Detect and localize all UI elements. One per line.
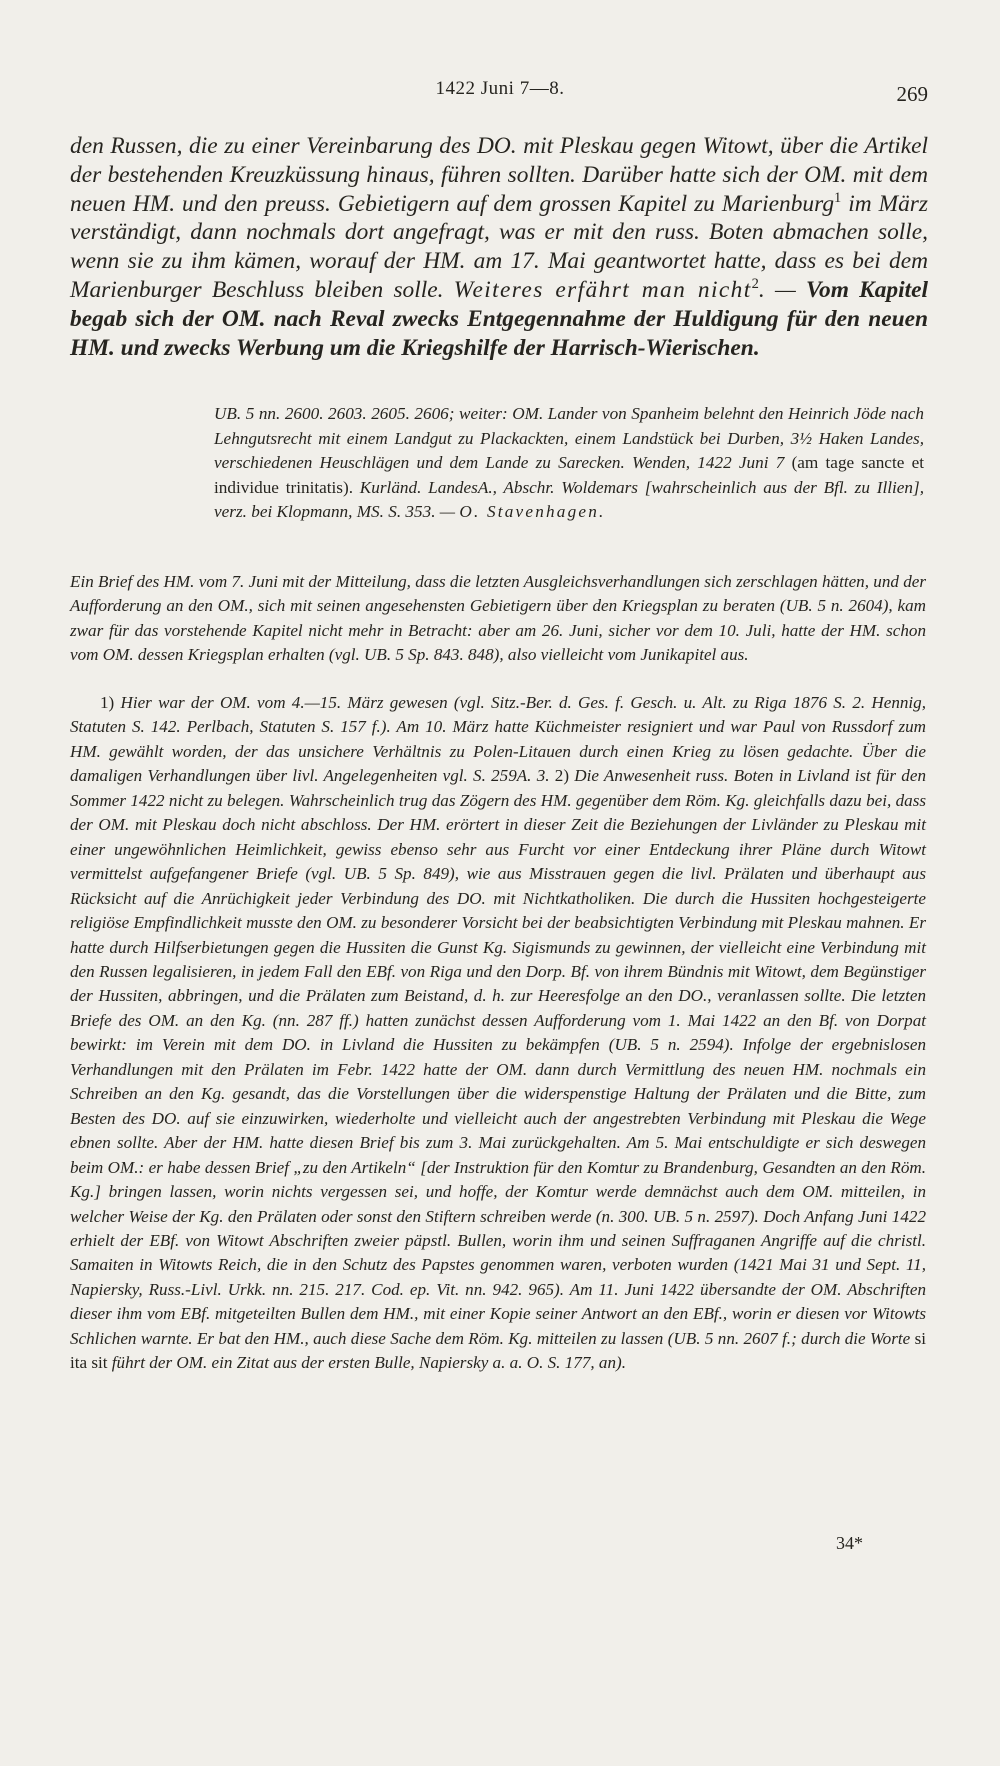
page-number: 269 <box>896 82 928 106</box>
summary-dash: . — <box>758 276 806 303</box>
footnote-1-text: Hier war der OM. vom 4.—15. März gewesen (vgl. Sitz.-Ber. d. Ges. f. Gesch. u. Alt. zu Riga 1876 S. 2. Hennig, Statuten S. 142. Perlbach, Statuten S. 157 f.). Am 10. März hatte Küchmeister resigniert und war Paul von Russdorf zum HM. gewählt worden, der das unsichere Verhältnis zu Polen-Litauen durch einen Krieg zu lösen gedachte. Über die damaligen Verhandlungen über livl. Angelegenheiten vgl. S. 259A. 3. <box>70 693 926 786</box>
footnotes <box>70 691 926 1376</box>
running-header <box>70 78 930 108</box>
footnote-2-end: führt der OM. ein Zitat aus der ersten Bulle, Napiersky a. a. O. S. 177, an). <box>107 1353 626 1373</box>
footnote-ref-1[interactable]: 1 <box>834 189 842 206</box>
summary-paragraph <box>70 132 928 362</box>
commentary-paragraph: Ein Brief des HM. vom 7. Juni mit der Mitteilung, dass die letzten Ausgleichsverhandlungen sich zerschlagen hätten, und der Aufforderung an den OM., sich mit seinen angesehensten Gebietigern über den Kriegsplan zu beraten (UB. 5 n. 2604), kam zwar für das vorstehende Kapitel nicht mehr in Betracht: aber am 26. Juni, sicher vor dem 10. Juli, hatte der HM. schon vom OM. dessen Kriegsplan erhalten (vgl. UB. 5 Sp. 843. 848), also vielleicht vom Junikapitel aus. <box>70 572 926 665</box>
summary-bold-text: Vom Kapitel begab sich der OM. nach Reval zwecks Entgegennahme der Huldigung für den neuen HM. und zwecks Werbung um die Kriegshilfe der Harrisch-Wierischen. <box>70 276 928 361</box>
footnote-2-text: Die Anwesenheit russ. Boten in Livland ist für den Sommer 1422 nicht zu belegen. Wahrscheinlich trug das Zögern des HM. gegenüber dem Röm. Kg. gleichfalls dazu bei, dass der OM. mit Pleskau doch nicht abschloss. Der HM. erörtert in dieser Zeit die Beziehungen der Livländer zu Pleskau mit einer ungewöhnlichen Heimlichkeit, gewiss ebenso sehr aus Furcht vor einer Entdeckung ihrer Pläne durch Witowt vermittelst aufgefangener Briefe (vgl. UB. 5 Sp. 849), wie aus Misstrauen gegen die livl. Prälaten und überhaupt aus Rücksicht auf die Anrüchigkeit jeder Verbindung des DO. mit Nichtkatholiken. Die durch die Hussiten hochgesteigerte religiöse Empfindlichkeit musste den OM. zu besonderer Vorsicht bei der beabsichtigten Verbindung mit Pleskau mahnen. Er hatte durch Hilfserbietungen gegen die Hussiten die Gunst Kg. Sigismunds zu gewinnen, der vielleicht eine Verbindung mit den Russen legalisieren, in jedem Fall den EBf. von Riga und den Dorp. Bf. von ihrem Bündnis mit Witowt, dem Begünstiger der Hussiten, abbringen, und die Prälaten zum Beistand, d. h. zur Heeresfolge an den DO., veranlassen sollte. Die letzten Briefe des OM. an den Kg. (nn. 287 ff.) hatten zunächst dessen Aufforderung vom 1. Mai 1422 an den Bf. von Dorpat bewirkt: im Verein mit dem DO. in Livland die Hussiten zu bekämpfen (UB. 5 n. 2594). Infolge der ergebnislosen Verhandlungen mit den Prälaten im Febr. 1422 hatte der OM. dann durch Vermittlung des neuen HM. nochmals ein Schreiben an den Kg. gesandt, das die Vorstellungen über die widerspenstige Haltung der Prälaten und die Bitte, zum Besten des DO. auf sie einzuwirken, wiederholte und vielleicht auch der angestrebten Verbindung mit Pleskau die Wege ebnen sollte. Aber der HM. hatte diesen Brief bis zum 3. Mai zurückgehalten. Am 5. Mai entschuldigte er sich deswegen beim OM.: er habe dessen Brief „zu den Artikeln“ [der Instruktion für den Komtur zu Brandenburg, Gesandten an den Röm. Kg.] bringen lassen, worin nichts vergessen sei, und hoffe, der Komtur werde demnächst auch dem OM. mitteilen, in welcher Weise der Kg. den Prälaten oder sonst den Stiftern schreiben werde (n. 300. UB. 5 n. 2597). Doch Anfang Juni 1422 erhielt der EBf. von Witowt Abschriften zweier päpstl. Bullen, worin ihm und seinen Suffraganen Angriffe auf die christl. Samaiten in Witowts Reich, die in den Schutz des Papstes genommen waren, verboten wurden (1421 Mai 31 und Sept. 11, Napiersky, Russ.-Livl. Urkk. nn. 215. 217. Cod. ep. Vit. nn. 942. 965). Am 11. Juni 1422 übersandte der OM. Abschriften dieser ihm vom EBf. mitgeteilten Bullen dem HM., mit einer Kopie seiner Antwort an den EBf., worin er diesen vor Witowts Schlichen warnte. Er bat den HM., auch diese Sache dem Röm. Kg. mitteilen zu lassen (UB. 5 nn. 2607 f.; durch die Worte <box>70 766 926 1348</box>
regest-editor: O. Stavenhagen. <box>459 502 606 521</box>
footnote-1-mark: 1) <box>100 693 115 712</box>
footnote-2-latin: si ita sit <box>70 1328 926 1373</box>
sheet-signature: 34* <box>836 1533 863 1553</box>
summary-text-2: im März verständigt, dann nochmals dort angefragt, was er mit den russ. Boten abmachen solle, wenn sie zu ihm kämen, worauf der HM. am 17. Mai geantwortet hatte, dass es bei dem Marienburger Beschluss bleiben solle. <box>70 190 928 303</box>
summary-spaced-text: Weiteres erfährt man nicht <box>453 276 752 303</box>
footnote-2-mark: 2) <box>554 766 570 786</box>
regest-latin-date: (am tage sancte et individue trinitatis). <box>214 453 924 497</box>
summary-text-1: den Russen, die zu einer Vereinbarung des DO. mit Pleskau gegen Witowt, über die Artikel der bestehenden Kreuzküssung hinaus, führen sollten. Darüber hatte sich der OM. mit dem neuen HM. und den preuss. Gebietigern auf dem grossen Kapitel zu Marienburg <box>70 133 928 217</box>
header-date: 1422 Juni 7—8. <box>435 78 565 99</box>
regest-text-2: Kurländ. LandesA., Abschr. Woldemars [wahrscheinlich aus der Bfl. zu Illien], verz. bei Klopmann, MS. S. 353. — <box>214 477 925 521</box>
footnote-ref-2[interactable]: 2 <box>751 276 759 293</box>
regest-text-1: UB. 5 nn. 2600. 2603. 2605. 2606; weiter: OM. Lander von Spanheim belehnt den Heinrich Jöde nach Lehngutsrecht mit einem Landgut zu Plackackten, einem Landstück bei Durben, 3½ Haken Landes, verschiedenen Heuschlägen und dem Lande zu Sarecken. Wenden, 1422 Juni 7 <box>214 404 924 472</box>
regest-block <box>214 402 924 525</box>
